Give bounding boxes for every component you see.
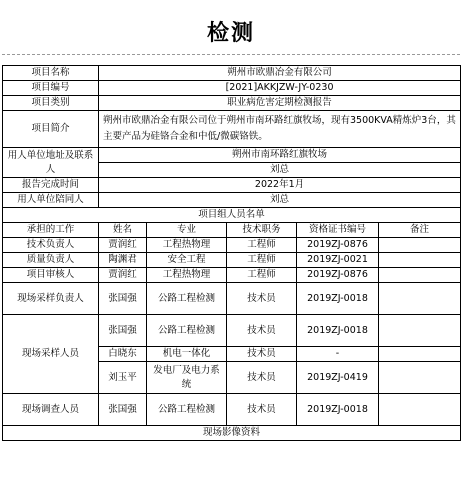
row-major: 工程热物理 — [147, 268, 227, 283]
project-type-value: 职业病危害定期检测报告 — [99, 96, 461, 111]
project-intro-value: 朔州市欧鼎冶金有限公司位于朔州市南环路红旗牧场，现有3500KVA精炼炉3台，其主要产品为硅铬合金和中低/微碳铬铁。 — [99, 111, 461, 148]
row-title: 工程师 — [227, 253, 297, 268]
staff-list-title: 项目组人员名单 — [3, 208, 461, 223]
table-row — [3, 394, 461, 426]
row-role: 现场调查人员 — [3, 394, 99, 426]
row-cert: 2019ZJ-0876 — [297, 238, 379, 253]
report-date-label: 报告完成时间 — [3, 178, 99, 193]
table-row — [3, 268, 461, 283]
row-cert: 2019ZJ-0018 — [297, 315, 379, 347]
project-name-label: 项目名称 — [3, 66, 99, 81]
row-cert: 2019ZJ-0021 — [297, 253, 379, 268]
row-note — [379, 283, 461, 315]
address-value: 朔州市南环路红旗牧场 — [99, 148, 461, 163]
header-name: 姓名 — [99, 223, 147, 238]
row-note — [379, 315, 461, 347]
page-title: 检测 — [206, 21, 255, 46]
row-name: 贾润红 — [99, 268, 147, 283]
header-title: 技术职务 — [227, 223, 297, 238]
row-title: 工程师 — [227, 238, 297, 253]
table-row — [3, 315, 461, 347]
row-note — [379, 253, 461, 268]
project-type-label: 项目类别 — [3, 96, 99, 111]
row-cert: 2019ZJ-0419 — [297, 362, 379, 394]
escort-label: 用人单位陪同人 — [3, 193, 99, 208]
row-major: 发电厂及电力系统 — [147, 362, 227, 394]
row-major: 公路工程检测 — [147, 315, 227, 347]
header-cert: 资格证书编号 — [297, 223, 379, 238]
row-role: 现场采样负责人 — [3, 283, 99, 315]
row-title: 工程师 — [227, 268, 297, 283]
escort-value: 刘总 — [99, 193, 461, 208]
row-note — [379, 347, 461, 362]
table-row — [3, 253, 461, 268]
row-note — [379, 394, 461, 426]
row-name: 刘玉平 — [99, 362, 147, 394]
row-major: 公路工程检测 — [147, 283, 227, 315]
row-note — [379, 238, 461, 253]
row-major: 机电一体化 — [147, 347, 227, 362]
row-role: 技术负责人 — [3, 238, 99, 253]
row-role: 质量负责人 — [3, 253, 99, 268]
header-divider — [2, 54, 460, 55]
row-name: 张国强 — [99, 394, 147, 426]
row-title: 技术员 — [227, 347, 297, 362]
project-intro-label: 项目简介 — [3, 111, 99, 148]
row-cert: 2019ZJ-0876 — [297, 268, 379, 283]
header-note: 备注 — [379, 223, 461, 238]
row-title: 技术员 — [227, 315, 297, 347]
row-major: 安全工程 — [147, 253, 227, 268]
row-major: 工程热物理 — [147, 238, 227, 253]
row-cert: 2019ZJ-0018 — [297, 283, 379, 315]
report-date-value: 2022年1月 — [99, 178, 461, 193]
row-name: 白晓东 — [99, 347, 147, 362]
project-name-value: 朔州市欧鼎冶金有限公司 — [99, 66, 461, 81]
row-note — [379, 268, 461, 283]
address-contact-label: 用人单位地址及联系人 — [3, 148, 99, 178]
header-role: 承担的工作 — [3, 223, 99, 238]
row-cert: - — [297, 347, 379, 362]
row-title: 技术员 — [227, 394, 297, 426]
project-info-table — [2, 65, 461, 441]
row-title: 技术员 — [227, 283, 297, 315]
row-role: 项目审核人 — [3, 268, 99, 283]
project-code-label: 项目编号 — [3, 81, 99, 96]
row-name: 张国强 — [99, 283, 147, 315]
contact-value: 刘总 — [99, 163, 461, 178]
table-row — [3, 238, 461, 253]
table-row — [3, 283, 461, 315]
sampling-role: 现场采样人员 — [3, 315, 99, 394]
photo-section-title: 现场影像资料 — [3, 426, 461, 441]
project-code-value: [2021]AKKJZW-JY-0230 — [99, 81, 461, 96]
row-name: 张国强 — [99, 315, 147, 347]
row-title: 技术员 — [227, 362, 297, 394]
row-note — [379, 362, 461, 394]
row-name: 陶渊君 — [99, 253, 147, 268]
row-name: 贾润红 — [99, 238, 147, 253]
row-cert: 2019ZJ-0018 — [297, 394, 379, 426]
header-major: 专业 — [147, 223, 227, 238]
row-major: 公路工程检测 — [147, 394, 227, 426]
